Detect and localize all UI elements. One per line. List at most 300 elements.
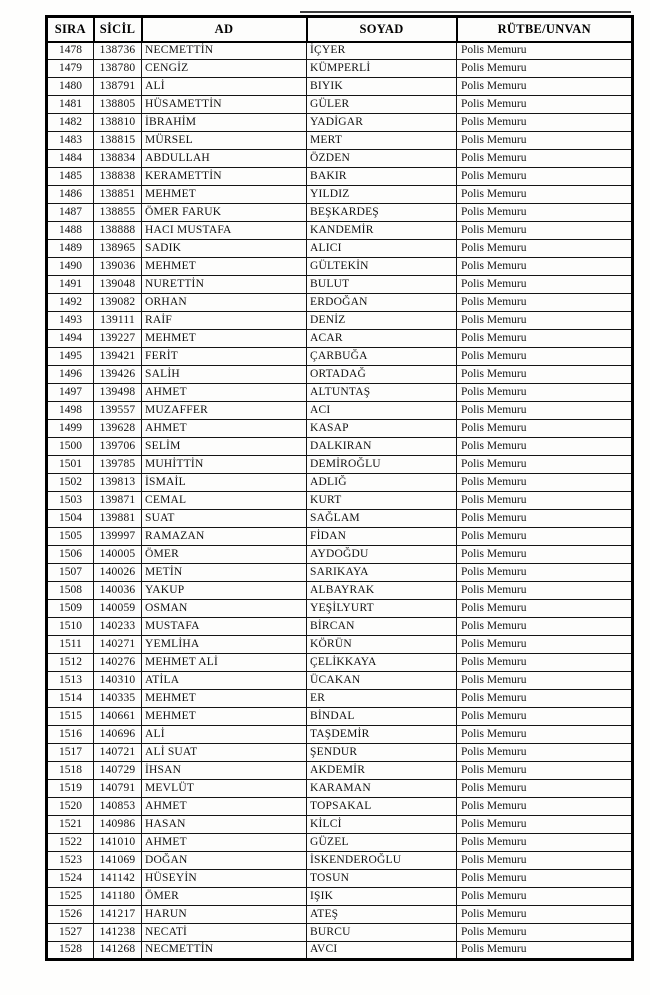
cell-rutbe: Polis Memuru	[457, 780, 633, 798]
cell-sira: 1518	[47, 762, 94, 780]
cell-soyad: AYDOĞDU	[307, 546, 457, 564]
cell-sicil: 140661	[94, 708, 142, 726]
table-row	[47, 186, 633, 204]
cell-sira: 1519	[47, 780, 94, 798]
cell-sicil: 139426	[94, 366, 142, 384]
cell-soyad: ÜCAKAN	[307, 672, 457, 690]
cell-ad: HACI MUSTAFA	[142, 222, 307, 240]
cell-sira: 1486	[47, 186, 94, 204]
cell-ad: FERİT	[142, 348, 307, 366]
cell-soyad: BAKIR	[307, 168, 457, 186]
table-row	[47, 888, 633, 906]
table-row	[47, 42, 633, 60]
cell-ad: CENGİZ	[142, 60, 307, 78]
cell-sira: 1509	[47, 600, 94, 618]
cell-rutbe: Polis Memuru	[457, 582, 633, 600]
cell-soyad: KANDEMİR	[307, 222, 457, 240]
table-row	[47, 546, 633, 564]
cell-rutbe: Polis Memuru	[457, 366, 633, 384]
cell-sicil: 139557	[94, 402, 142, 420]
cell-ad: ABDULLAH	[142, 150, 307, 168]
cell-rutbe: Polis Memuru	[457, 420, 633, 438]
table-row	[47, 762, 633, 780]
cell-sicil: 140059	[94, 600, 142, 618]
cell-rutbe: Polis Memuru	[457, 474, 633, 492]
cell-rutbe: Polis Memuru	[457, 762, 633, 780]
cell-rutbe: Polis Memuru	[457, 330, 633, 348]
cell-rutbe: Polis Memuru	[457, 798, 633, 816]
cell-soyad: FİDAN	[307, 528, 457, 546]
cell-sicil: 141238	[94, 924, 142, 942]
cell-soyad: ALICI	[307, 240, 457, 258]
cell-ad: NURETTİN	[142, 276, 307, 294]
table-row	[47, 114, 633, 132]
cell-sicil: 139881	[94, 510, 142, 528]
table-row	[47, 780, 633, 798]
table-row	[47, 258, 633, 276]
cell-ad: AHMET	[142, 834, 307, 852]
cell-soyad: BİNDAL	[307, 708, 457, 726]
cell-ad: ÖMER	[142, 888, 307, 906]
cell-ad: KERAMETTİN	[142, 168, 307, 186]
table-row	[47, 654, 633, 672]
cell-sira: 1487	[47, 204, 94, 222]
cell-sicil: 138791	[94, 78, 142, 96]
cell-sicil: 138855	[94, 204, 142, 222]
cell-ad: MEHMET	[142, 690, 307, 708]
cell-sicil: 139997	[94, 528, 142, 546]
cell-sicil: 141010	[94, 834, 142, 852]
cell-soyad: DALKIRAN	[307, 438, 457, 456]
table-body	[47, 42, 633, 960]
cell-ad: YEMLİHA	[142, 636, 307, 654]
cell-sira: 1527	[47, 924, 94, 942]
cell-sira: 1517	[47, 744, 94, 762]
cell-soyad: KİLCİ	[307, 816, 457, 834]
cell-sira: 1508	[47, 582, 94, 600]
cell-ad: MEHMET	[142, 258, 307, 276]
cell-sicil: 139111	[94, 312, 142, 330]
table-row	[47, 618, 633, 636]
cell-rutbe: Polis Memuru	[457, 852, 633, 870]
cell-rutbe: Polis Memuru	[457, 402, 633, 420]
cell-soyad: BİRCAN	[307, 618, 457, 636]
cell-soyad: ER	[307, 690, 457, 708]
cell-ad: RAİF	[142, 312, 307, 330]
cell-sira: 1488	[47, 222, 94, 240]
table-row	[47, 924, 633, 942]
cell-soyad: ERDOĞAN	[307, 294, 457, 312]
cell-rutbe: Polis Memuru	[457, 726, 633, 744]
cell-ad: MEHMET	[142, 330, 307, 348]
column-header-sicil: SİCİL	[94, 17, 142, 42]
cell-rutbe: Polis Memuru	[457, 888, 633, 906]
cell-sira: 1493	[47, 312, 94, 330]
table-row	[47, 510, 633, 528]
cell-rutbe: Polis Memuru	[457, 96, 633, 114]
cell-sira: 1489	[47, 240, 94, 258]
cell-soyad: AKDEMİR	[307, 762, 457, 780]
cell-soyad: DEMİROĞLU	[307, 456, 457, 474]
table-row	[47, 348, 633, 366]
cell-rutbe: Polis Memuru	[457, 636, 633, 654]
cell-sicil: 141069	[94, 852, 142, 870]
cell-soyad: ATEŞ	[307, 906, 457, 924]
cell-rutbe: Polis Memuru	[457, 924, 633, 942]
table-row	[47, 150, 633, 168]
cell-sicil: 138851	[94, 186, 142, 204]
cell-rutbe: Polis Memuru	[457, 906, 633, 924]
cell-rutbe: Polis Memuru	[457, 276, 633, 294]
cell-sicil: 139227	[94, 330, 142, 348]
cell-soyad: BIYIK	[307, 78, 457, 96]
cell-sira: 1485	[47, 168, 94, 186]
cell-ad: HÜSAMETTİN	[142, 96, 307, 114]
cell-rutbe: Polis Memuru	[457, 744, 633, 762]
cell-sicil: 139706	[94, 438, 142, 456]
cell-soyad: ADLIĞ	[307, 474, 457, 492]
table-row	[47, 528, 633, 546]
personnel-table	[45, 15, 634, 961]
cell-soyad: BULUT	[307, 276, 457, 294]
cell-ad: ORHAN	[142, 294, 307, 312]
cell-sicil: 140791	[94, 780, 142, 798]
cell-sira: 1512	[47, 654, 94, 672]
cell-soyad: YILDIZ	[307, 186, 457, 204]
table-row	[47, 60, 633, 78]
cell-sira: 1505	[47, 528, 94, 546]
table-row	[47, 312, 633, 330]
cell-ad: SALİH	[142, 366, 307, 384]
cell-rutbe: Polis Memuru	[457, 708, 633, 726]
cell-ad: ÖMER FARUK	[142, 204, 307, 222]
table-row	[47, 600, 633, 618]
cell-sicil: 141180	[94, 888, 142, 906]
cell-sicil: 138805	[94, 96, 142, 114]
cell-sicil: 139813	[94, 474, 142, 492]
cell-ad: NECMETTİN	[142, 942, 307, 960]
cell-ad: ALİ SUAT	[142, 744, 307, 762]
cell-rutbe: Polis Memuru	[457, 222, 633, 240]
cell-sicil: 138838	[94, 168, 142, 186]
cell-sira: 1506	[47, 546, 94, 564]
cell-ad: HARUN	[142, 906, 307, 924]
cell-rutbe: Polis Memuru	[457, 42, 633, 60]
table-row	[47, 906, 633, 924]
table-row	[47, 708, 633, 726]
table-row	[47, 204, 633, 222]
cell-sicil: 138810	[94, 114, 142, 132]
cell-rutbe: Polis Memuru	[457, 348, 633, 366]
table-row	[47, 78, 633, 96]
cell-soyad: ACAR	[307, 330, 457, 348]
cell-ad: AHMET	[142, 798, 307, 816]
cell-sicil: 141268	[94, 942, 142, 960]
table-row	[47, 222, 633, 240]
cell-sira: 1501	[47, 456, 94, 474]
table-row	[47, 726, 633, 744]
cell-ad: MEHMET	[142, 708, 307, 726]
cell-sicil: 140853	[94, 798, 142, 816]
cell-soyad: GÜLTEKİN	[307, 258, 457, 276]
table-row	[47, 456, 633, 474]
cell-ad: CEMAL	[142, 492, 307, 510]
cell-ad: MUZAFFER	[142, 402, 307, 420]
table-row	[47, 384, 633, 402]
table-row	[47, 132, 633, 150]
table-row	[47, 366, 633, 384]
cell-soyad: SARIKAYA	[307, 564, 457, 582]
cell-rutbe: Polis Memuru	[457, 150, 633, 168]
cell-sicil: 138888	[94, 222, 142, 240]
column-header-rutbe: RÜTBE/UNVAN	[457, 17, 633, 42]
table-row	[47, 690, 633, 708]
column-header-soyad: SOYAD	[307, 17, 457, 42]
cell-rutbe: Polis Memuru	[457, 438, 633, 456]
table-row	[47, 168, 633, 186]
cell-rutbe: Polis Memuru	[457, 834, 633, 852]
cell-sira: 1514	[47, 690, 94, 708]
cell-soyad: YADİGAR	[307, 114, 457, 132]
table-row	[47, 582, 633, 600]
scan-artifact-line	[300, 11, 631, 13]
cell-soyad: BURCU	[307, 924, 457, 942]
cell-rutbe: Polis Memuru	[457, 546, 633, 564]
cell-sicil: 140721	[94, 744, 142, 762]
cell-sira: 1516	[47, 726, 94, 744]
header-row	[47, 17, 633, 42]
cell-sira: 1504	[47, 510, 94, 528]
cell-sicil: 141217	[94, 906, 142, 924]
cell-sicil: 140729	[94, 762, 142, 780]
cell-ad: İHSAN	[142, 762, 307, 780]
cell-sicil: 140276	[94, 654, 142, 672]
cell-ad: HASAN	[142, 816, 307, 834]
cell-sira: 1483	[47, 132, 94, 150]
cell-sira: 1479	[47, 60, 94, 78]
cell-ad: DOĞAN	[142, 852, 307, 870]
table-row	[47, 474, 633, 492]
cell-sicil: 140005	[94, 546, 142, 564]
cell-ad: ATİLA	[142, 672, 307, 690]
cell-soyad: İÇYER	[307, 42, 457, 60]
table-header	[47, 17, 633, 42]
cell-rutbe: Polis Memuru	[457, 690, 633, 708]
table-row	[47, 744, 633, 762]
cell-sira: 1480	[47, 78, 94, 96]
cell-ad: MUSTAFA	[142, 618, 307, 636]
cell-rutbe: Polis Memuru	[457, 312, 633, 330]
cell-soyad: ORTADAĞ	[307, 366, 457, 384]
cell-soyad: KÖRÜN	[307, 636, 457, 654]
cell-soyad: ŞENDUR	[307, 744, 457, 762]
cell-ad: RAMAZAN	[142, 528, 307, 546]
cell-sicil: 139785	[94, 456, 142, 474]
cell-ad: MEVLÜT	[142, 780, 307, 798]
cell-soyad: ACI	[307, 402, 457, 420]
cell-rutbe: Polis Memuru	[457, 204, 633, 222]
table-row	[47, 438, 633, 456]
cell-sicil: 140271	[94, 636, 142, 654]
cell-soyad: KURT	[307, 492, 457, 510]
table-row	[47, 564, 633, 582]
cell-sira: 1490	[47, 258, 94, 276]
table-row	[47, 834, 633, 852]
cell-soyad: KASAP	[307, 420, 457, 438]
cell-soyad: KÜMPERLİ	[307, 60, 457, 78]
cell-ad: OSMAN	[142, 600, 307, 618]
column-header-sira: SIRA	[47, 17, 94, 42]
cell-sira: 1507	[47, 564, 94, 582]
table-row	[47, 798, 633, 816]
cell-soyad: SAĞLAM	[307, 510, 457, 528]
table-row	[47, 492, 633, 510]
cell-soyad: IŞIK	[307, 888, 457, 906]
cell-sira: 1525	[47, 888, 94, 906]
cell-sira: 1500	[47, 438, 94, 456]
cell-sicil: 140986	[94, 816, 142, 834]
cell-sira: 1499	[47, 420, 94, 438]
cell-ad: METİN	[142, 564, 307, 582]
cell-sicil: 138815	[94, 132, 142, 150]
cell-sicil: 139498	[94, 384, 142, 402]
cell-soyad: ÇARBUĞA	[307, 348, 457, 366]
cell-sira: 1521	[47, 816, 94, 834]
cell-sira: 1494	[47, 330, 94, 348]
cell-sicil: 139628	[94, 420, 142, 438]
cell-sira: 1513	[47, 672, 94, 690]
cell-sira: 1520	[47, 798, 94, 816]
cell-ad: NECATİ	[142, 924, 307, 942]
cell-rutbe: Polis Memuru	[457, 114, 633, 132]
cell-soyad: GÜZEL	[307, 834, 457, 852]
cell-rutbe: Polis Memuru	[457, 60, 633, 78]
cell-rutbe: Polis Memuru	[457, 456, 633, 474]
cell-rutbe: Polis Memuru	[457, 294, 633, 312]
cell-soyad: İSKENDEROĞLU	[307, 852, 457, 870]
cell-rutbe: Polis Memuru	[457, 168, 633, 186]
table-row	[47, 672, 633, 690]
cell-sira: 1478	[47, 42, 94, 60]
cell-rutbe: Polis Memuru	[457, 654, 633, 672]
cell-sira: 1484	[47, 150, 94, 168]
table-row	[47, 96, 633, 114]
cell-ad: ÖMER	[142, 546, 307, 564]
cell-rutbe: Polis Memuru	[457, 870, 633, 888]
table-row	[47, 294, 633, 312]
cell-ad: AHMET	[142, 384, 307, 402]
cell-ad: MEHMET ALİ	[142, 654, 307, 672]
cell-rutbe: Polis Memuru	[457, 510, 633, 528]
cell-sicil: 139871	[94, 492, 142, 510]
cell-sicil: 138965	[94, 240, 142, 258]
cell-ad: HÜSEYİN	[142, 870, 307, 888]
cell-ad: SADIK	[142, 240, 307, 258]
cell-soyad: ÇELİKKAYA	[307, 654, 457, 672]
cell-rutbe: Polis Memuru	[457, 78, 633, 96]
cell-rutbe: Polis Memuru	[457, 240, 633, 258]
cell-sicil: 139048	[94, 276, 142, 294]
cell-rutbe: Polis Memuru	[457, 384, 633, 402]
cell-sira: 1515	[47, 708, 94, 726]
table-row	[47, 636, 633, 654]
cell-soyad: GÜLER	[307, 96, 457, 114]
cell-sira: 1522	[47, 834, 94, 852]
table-row	[47, 276, 633, 294]
cell-sicil: 140026	[94, 564, 142, 582]
table-row	[47, 240, 633, 258]
cell-sira: 1511	[47, 636, 94, 654]
cell-sira: 1482	[47, 114, 94, 132]
cell-sira: 1502	[47, 474, 94, 492]
cell-soyad: AVCI	[307, 942, 457, 960]
cell-ad: AHMET	[142, 420, 307, 438]
cell-soyad: ALBAYRAK	[307, 582, 457, 600]
cell-sicil: 140696	[94, 726, 142, 744]
cell-sicil: 141142	[94, 870, 142, 888]
cell-soyad: ALTUNTAŞ	[307, 384, 457, 402]
cell-rutbe: Polis Memuru	[457, 528, 633, 546]
cell-soyad: DENİZ	[307, 312, 457, 330]
cell-ad: İSMAİL	[142, 474, 307, 492]
table-row	[47, 816, 633, 834]
cell-ad: NECMETTİN	[142, 42, 307, 60]
cell-sira: 1498	[47, 402, 94, 420]
table-row	[47, 942, 633, 960]
cell-rutbe: Polis Memuru	[457, 816, 633, 834]
cell-soyad: TAŞDEMİR	[307, 726, 457, 744]
cell-sicil: 140233	[94, 618, 142, 636]
cell-ad: SELİM	[142, 438, 307, 456]
cell-ad: ALİ	[142, 726, 307, 744]
cell-sira: 1526	[47, 906, 94, 924]
cell-soyad: TOSUN	[307, 870, 457, 888]
cell-sicil: 140310	[94, 672, 142, 690]
cell-ad: YAKUP	[142, 582, 307, 600]
cell-rutbe: Polis Memuru	[457, 942, 633, 960]
cell-sira: 1491	[47, 276, 94, 294]
cell-sira: 1510	[47, 618, 94, 636]
cell-sira: 1481	[47, 96, 94, 114]
cell-sira: 1503	[47, 492, 94, 510]
cell-sicil: 140036	[94, 582, 142, 600]
cell-ad: MUHİTTİN	[142, 456, 307, 474]
cell-sicil: 140335	[94, 690, 142, 708]
cell-soyad: BEŞKARDEŞ	[307, 204, 457, 222]
cell-ad: MÜRSEL	[142, 132, 307, 150]
cell-ad: SUAT	[142, 510, 307, 528]
cell-rutbe: Polis Memuru	[457, 132, 633, 150]
cell-soyad: MERT	[307, 132, 457, 150]
cell-rutbe: Polis Memuru	[457, 186, 633, 204]
cell-rutbe: Polis Memuru	[457, 492, 633, 510]
cell-ad: ALİ	[142, 78, 307, 96]
cell-sicil: 138736	[94, 42, 142, 60]
cell-rutbe: Polis Memuru	[457, 672, 633, 690]
cell-sira: 1528	[47, 942, 94, 960]
cell-sicil: 138780	[94, 60, 142, 78]
cell-sira: 1497	[47, 384, 94, 402]
cell-sira: 1492	[47, 294, 94, 312]
cell-rutbe: Polis Memuru	[457, 600, 633, 618]
table-row	[47, 420, 633, 438]
cell-soyad: YEŞİLYURT	[307, 600, 457, 618]
cell-ad: İBRAHİM	[142, 114, 307, 132]
cell-rutbe: Polis Memuru	[457, 564, 633, 582]
cell-ad: MEHMET	[142, 186, 307, 204]
cell-soyad: KARAMAN	[307, 780, 457, 798]
table-row	[47, 852, 633, 870]
